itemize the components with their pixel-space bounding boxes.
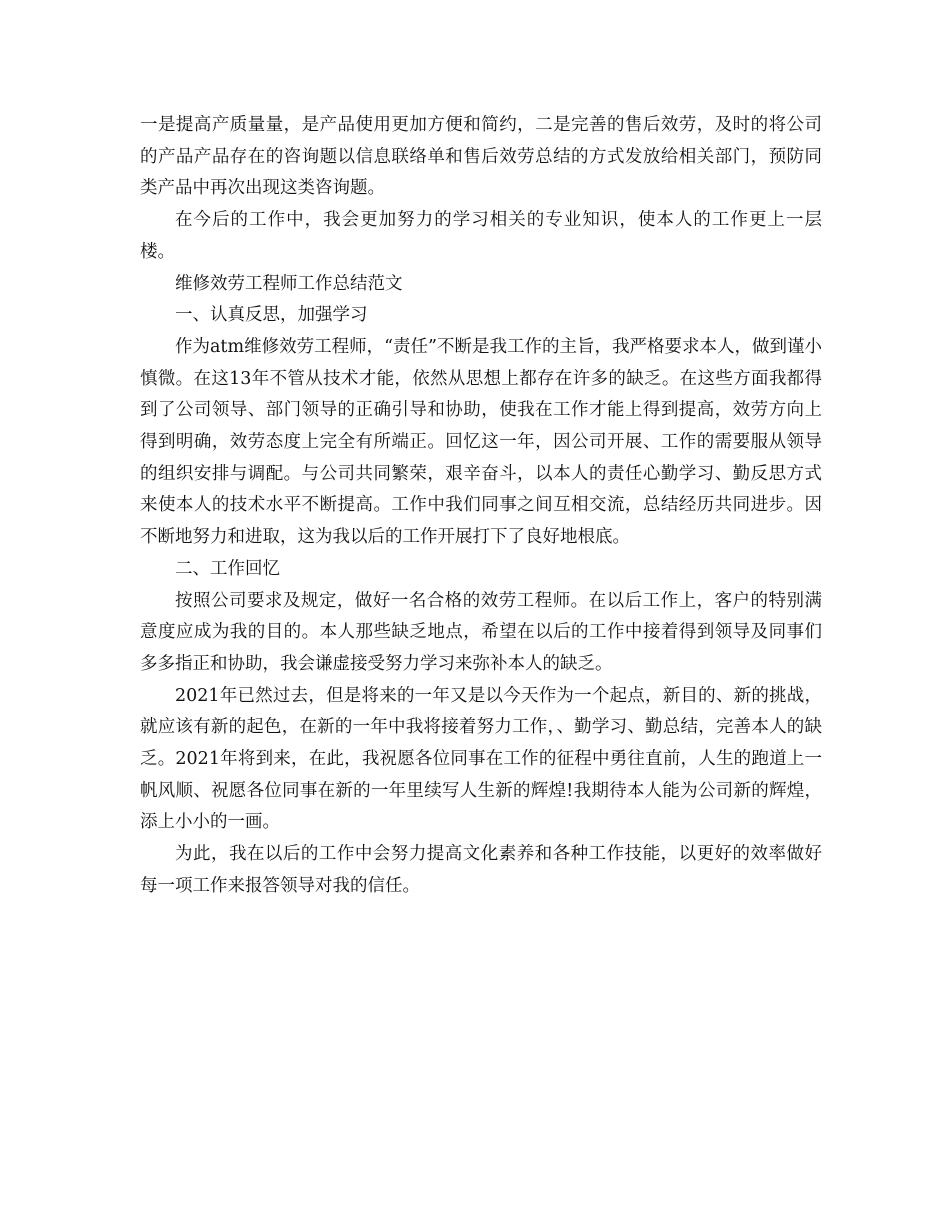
paragraph-responsibility: 作为atm维修效劳工程师，“责任”不断是我工作的主旨，我严格要求本人，做到谨小慎微。在这13年不管从技术才能，依然从思想上都存在许多的缺乏。在这些方面我都得到了公司领导、部门领导的正确引导和协助，使我在工作才能上得到提高，效劳方向上得到明确，效劳态度上完全有所端正。回忆这一年，因公司开展、工作的需要服从领导的组织安排与调配。与公司共同繁荣，艰辛奋斗，以本人的责任心勤学习、勤反思方式来使本人的技术水平不断提高。工作中我们同事之间互相交流，总结经历共同进步。因不断地努力和进取，这为我以后的工作开展打下了良好地根底。	[140, 336, 822, 548]
paragraph-new-year: 2021年已然过去，但是将来的一年又是以今天作为一个起点，新目的、新的挑战，就应该有新的起色，在新的一年中我将接着努力工作，、勤学习、勤总结，完善本人的缺乏。2021年将到来，在此，我祝愿各位同事在工作的征程中勇往直前，人生的跑道上一帆风顺、祝愿各位同事在新的一年里续写人生新的辉煌!我期待本人能为公司新的辉煌，添上小小的一画。	[140, 685, 822, 833]
section-title: 维修效劳工程师工作总结范文	[175, 273, 403, 294]
paragraph-intro: 一是提高产质量量，是产品使用更加方便和简约，二是完善的售后效劳，及时的将公司的产品产品存在的咨询题以信息联络单和售后效劳总结的方式发放给相关部门，预防同类产品中再次出现这类咨询题。	[140, 115, 822, 199]
paragraph-closing: 为此，我在以后的工作中会努力提高文化素养和各种工作技能，以更好的效率做好每一项工作来报答领导对我的信任。	[140, 844, 822, 896]
paragraph-future-work: 在今后的工作中，我会更加努力的学习相关的专业知识，使本人的工作更上一层楼。	[140, 210, 822, 262]
heading-reflect-learn: 一、认真反思，加强学习	[175, 305, 368, 326]
document-page	[140, 110, 822, 903]
paragraph-requirements: 按照公司要求及规定，做好一名合格的效劳工程师。在以后工作上，客户的特别满意度应成为我的目的。本人那些缺乏地点，希望在以后的工作中接着得到领导及同事们多多指正和协助，我会谦虚接受努力学习来弥补本人的缺乏。	[140, 590, 822, 674]
heading-work-review: 二、工作回忆	[175, 558, 280, 579]
